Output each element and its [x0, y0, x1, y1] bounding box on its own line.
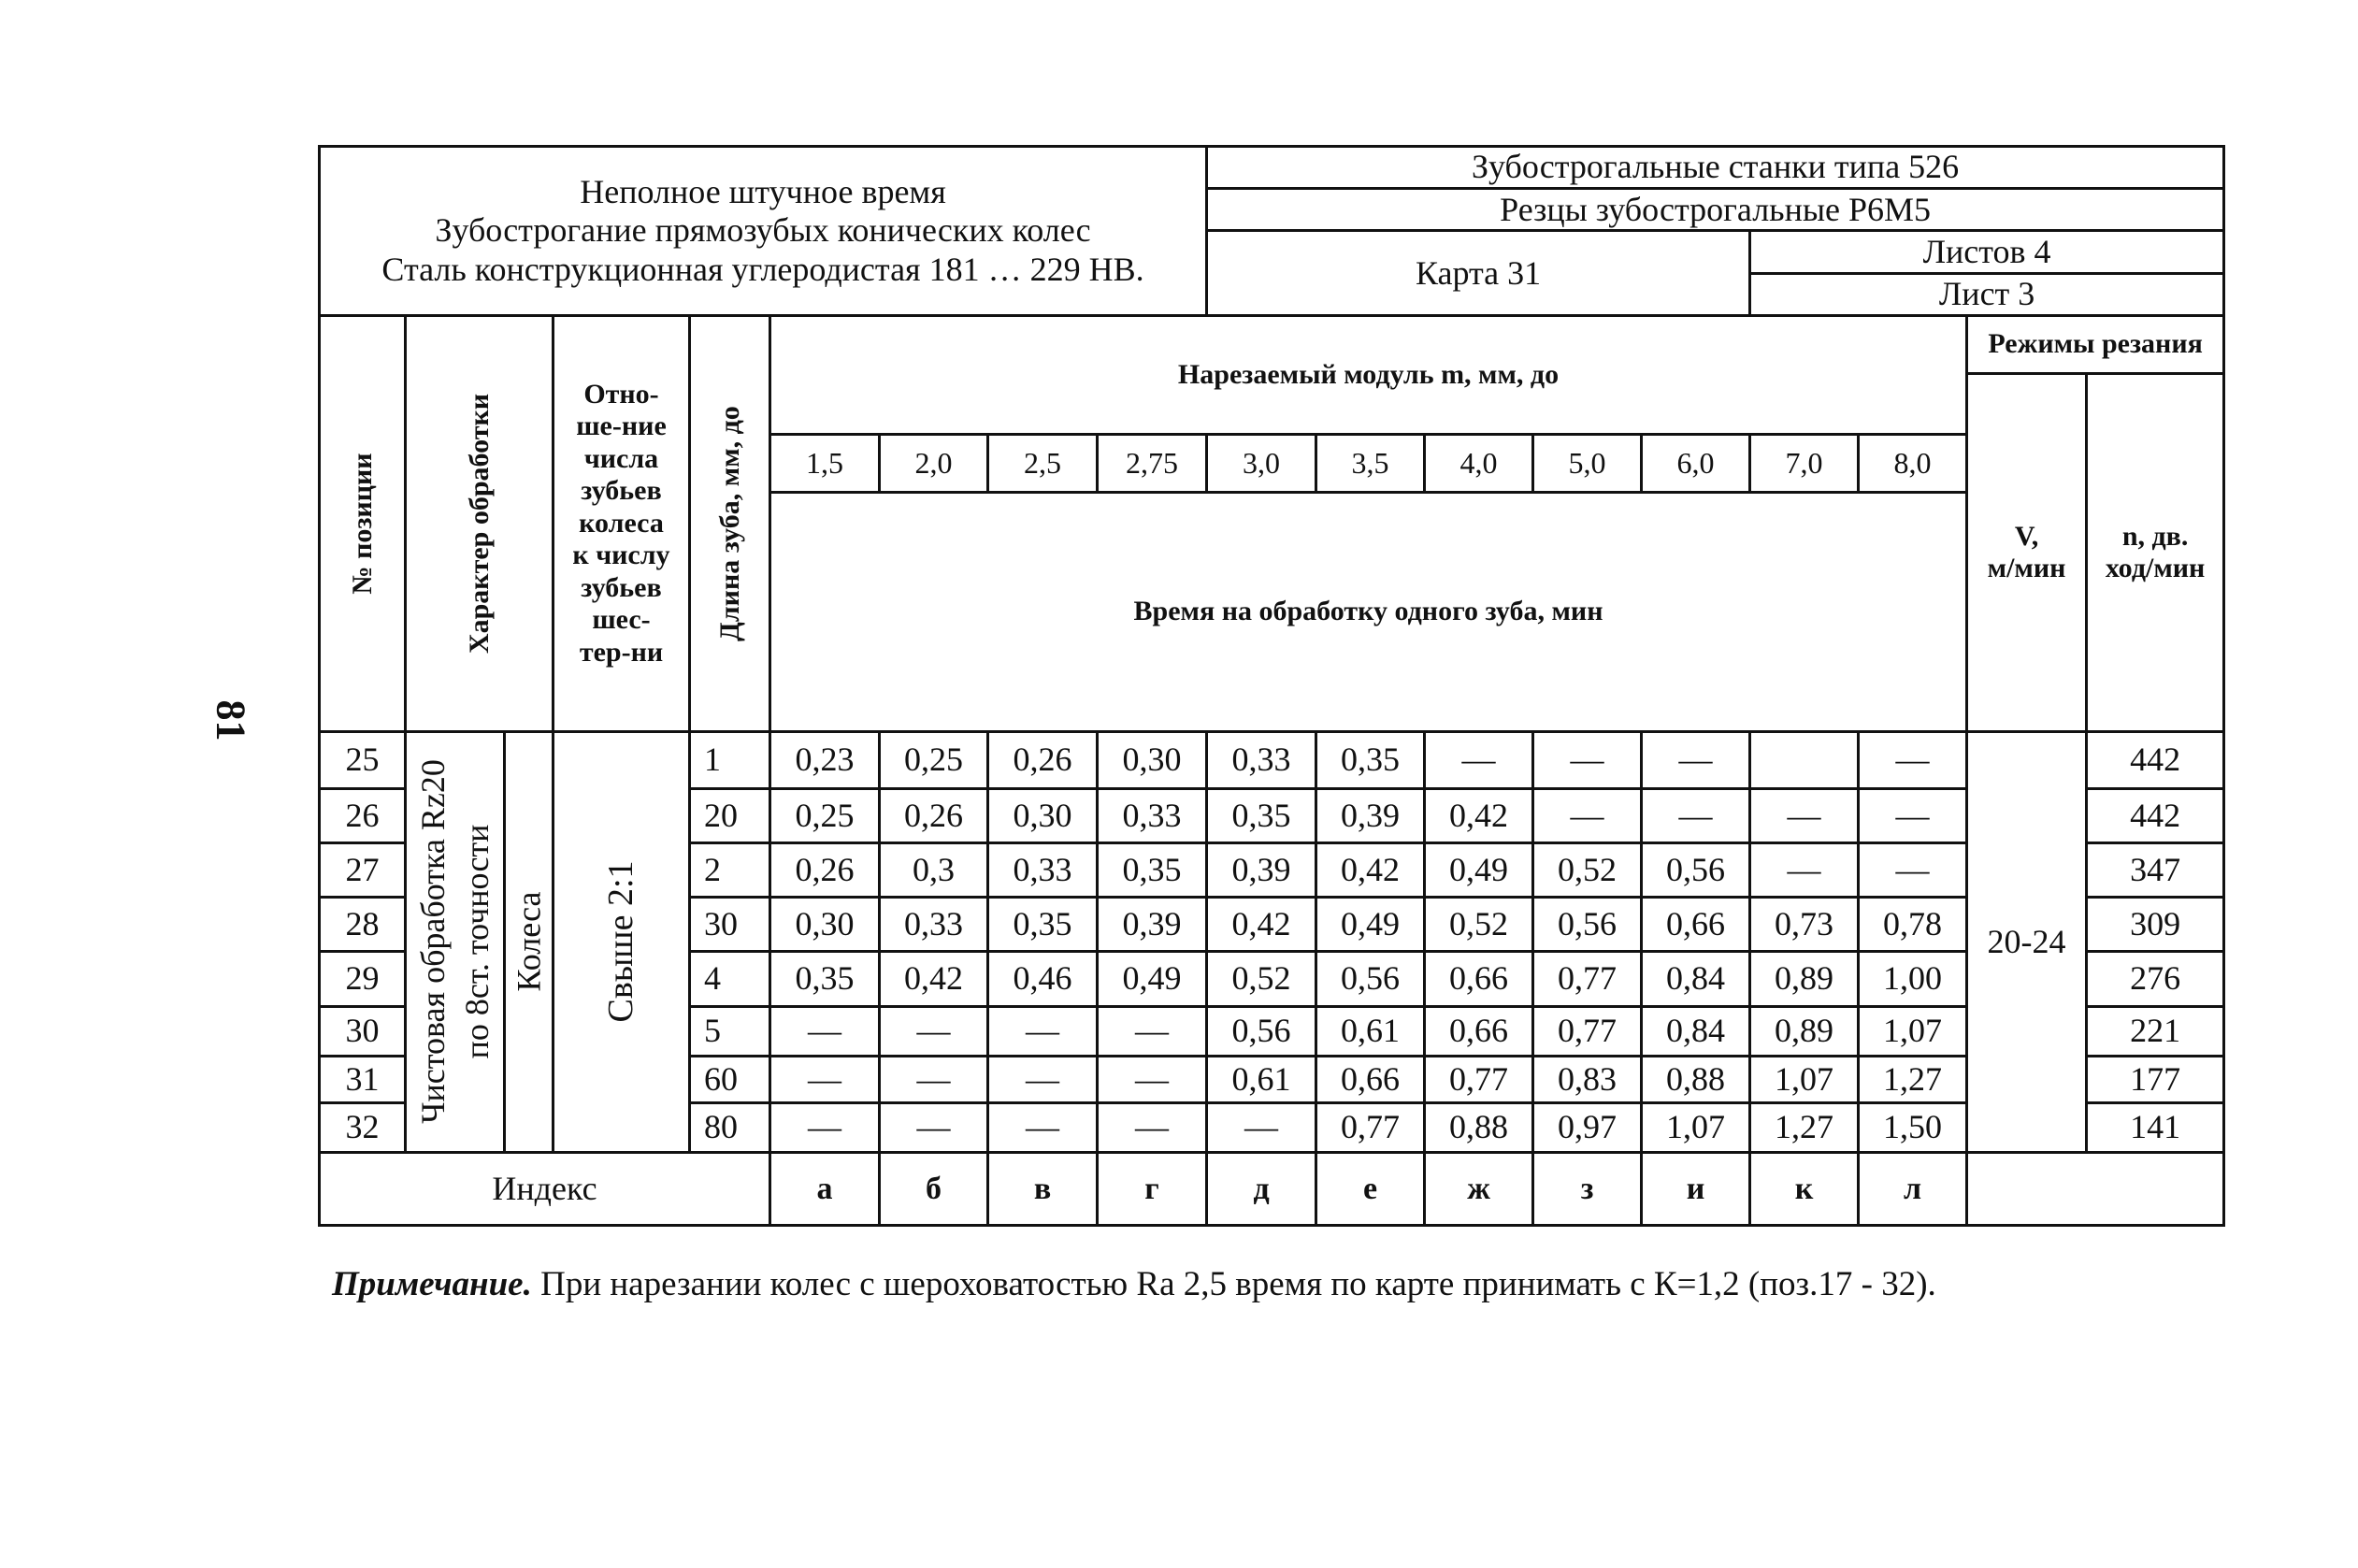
cutting-modes-header: Режимы резания	[1967, 315, 2224, 373]
time-cell: —	[1207, 1103, 1316, 1152]
time-cell: 0,66	[1316, 1057, 1425, 1103]
time-cell: —	[1859, 788, 1967, 842]
time-cell: 0,49	[1316, 898, 1425, 952]
time-cell: 0,49	[1425, 842, 1533, 897]
tooth-length-cell: 2	[690, 842, 770, 897]
position-cell: 29	[320, 952, 406, 1006]
time-cell: 0,42	[1425, 788, 1533, 842]
col-position: № позиции	[320, 315, 406, 731]
position-cell: 30	[320, 1006, 406, 1056]
time-cell: 0,30	[988, 788, 1098, 842]
time-cell: 0,46	[988, 952, 1098, 1006]
tooth-length-cell: 80	[690, 1103, 770, 1152]
title-line-3: Сталь конструкционная углеродистая 181 … 229 НВ.	[381, 250, 1144, 288]
time-cell: 0,26	[988, 732, 1098, 788]
time-cell: —	[1098, 1103, 1207, 1152]
time-cell: 0,56	[1207, 1006, 1316, 1056]
time-cell: 0,84	[1642, 1006, 1750, 1056]
time-cell: 0,35	[1098, 842, 1207, 897]
time-cell: 1,50	[1859, 1103, 1967, 1152]
time-cell: 0,66	[1425, 1006, 1533, 1056]
time-cell: 1,07	[1750, 1057, 1859, 1103]
title-line-2: Зубострогание прямозубых конических колес	[435, 211, 1091, 250]
time-cell: 0,30	[770, 898, 880, 952]
time-cell: 1,07	[1642, 1103, 1750, 1152]
page-number: 81	[208, 699, 254, 741]
speed-value-cell: 20-24	[1967, 732, 2087, 1152]
index-letter: л	[1859, 1152, 1967, 1225]
strokes-cell: 442	[2087, 788, 2224, 842]
time-cell: 0,39	[1316, 788, 1425, 842]
time-cell: 0,66	[1425, 952, 1533, 1006]
time-cell: 0,56	[1316, 952, 1425, 1006]
module-value: 8,0	[1859, 434, 1967, 492]
strokes-cell: 177	[2087, 1057, 2224, 1103]
time-cell: 0,26	[880, 788, 988, 842]
card-number: Карта 31	[1207, 231, 1750, 315]
position-cell: 25	[320, 732, 406, 788]
time-cell: —	[1642, 788, 1750, 842]
position-cell: 32	[320, 1103, 406, 1152]
module-header: Нарезаемый модуль m, мм, до	[770, 315, 1967, 434]
time-cell: —	[880, 1057, 988, 1103]
target-cell	[505, 732, 554, 1152]
strokes-cell: 309	[2087, 898, 2224, 952]
time-cell: 0,56	[1642, 842, 1750, 897]
module-value: 3,0	[1207, 434, 1316, 492]
time-cell: —	[988, 1103, 1098, 1152]
module-value: 5,0	[1533, 434, 1642, 492]
time-cell: 0,42	[1316, 842, 1425, 897]
time-cell: 0,33	[880, 898, 988, 952]
time-cell: 0,30	[1098, 732, 1207, 788]
time-cell: —	[1533, 788, 1642, 842]
time-cell: 0,35	[1316, 732, 1425, 788]
tooth-length-cell: 4	[690, 952, 770, 1006]
strokes-cell: 442	[2087, 732, 2224, 788]
title-line-1: Неполное штучное время	[580, 172, 946, 210]
time-cell: —	[1750, 842, 1859, 897]
time-cell: 1,07	[1859, 1006, 1967, 1056]
time-cell: 1,00	[1859, 952, 1967, 1006]
character-line-2: по 8ст. точности	[457, 824, 496, 1059]
time-cell: —	[1859, 732, 1967, 788]
time-cell: 0,39	[1098, 898, 1207, 952]
time-cell: —	[1098, 1057, 1207, 1103]
position-cell: 31	[320, 1057, 406, 1103]
col-speed-v: V, м/мин	[1967, 374, 2087, 732]
footnote	[332, 1264, 1936, 1304]
module-value: 2,5	[988, 434, 1098, 492]
col-tooth-length: Длина зуба, мм, до	[690, 315, 770, 731]
sheets-total: Листов 4	[1750, 231, 2224, 273]
time-cell: —	[1859, 842, 1967, 897]
time-cell: 0,25	[770, 788, 880, 842]
index-letter: з	[1533, 1152, 1642, 1225]
position-cell: 26	[320, 788, 406, 842]
module-value: 7,0	[1750, 434, 1859, 492]
time-cell: 1,27	[1750, 1103, 1859, 1152]
position-cell: 28	[320, 898, 406, 952]
strokes-cell: 347	[2087, 842, 2224, 897]
module-value: 2,75	[1098, 434, 1207, 492]
time-cell: —	[1425, 732, 1533, 788]
module-value: 6,0	[1642, 434, 1750, 492]
note-label: Примечание.	[332, 1265, 532, 1303]
time-cell: —	[988, 1057, 1098, 1103]
data-rows	[320, 732, 2224, 1152]
ratio-cell	[554, 732, 690, 1152]
sheet-number: Лист 3	[1750, 273, 2224, 315]
time-cell: 0,33	[1098, 788, 1207, 842]
col-ratio: Отно- ше-ние числа зубьев колеса к числу зубьев шес- тер-ни	[554, 315, 690, 731]
time-cell: 0,78	[1859, 898, 1967, 952]
time-cell: 0,49	[1098, 952, 1207, 1006]
ratio-value: Свыше 2:1	[600, 860, 640, 1023]
time-cell: 0,89	[1750, 1006, 1859, 1056]
module-value: 1,5	[770, 434, 880, 492]
time-cell: —	[988, 1006, 1098, 1056]
time-cell: 0,88	[1425, 1103, 1533, 1152]
tooth-length-cell: 5	[690, 1006, 770, 1056]
index-letter: е	[1316, 1152, 1425, 1225]
tooth-length-cell: 60	[690, 1057, 770, 1103]
time-cell: —	[1642, 732, 1750, 788]
col-character: Характер обработки	[406, 315, 554, 731]
index-letter: д	[1207, 1152, 1316, 1225]
module-value: 4,0	[1425, 434, 1533, 492]
index-empty	[1967, 1152, 2224, 1225]
position-cell: 27	[320, 842, 406, 897]
time-cell: —	[770, 1006, 880, 1056]
time-cell: 0,25	[880, 732, 988, 788]
cutter-type: Резцы зубострогальные Р6М5	[1207, 189, 2224, 231]
index-letter: б	[880, 1152, 988, 1225]
col-strokes-n: n, дв. ход/мин	[2087, 374, 2224, 732]
time-cell: 0,42	[1207, 898, 1316, 952]
time-cell: 0,56	[1533, 898, 1642, 952]
time-cell: 0,77	[1533, 1006, 1642, 1056]
tooth-length-cell: 20	[690, 788, 770, 842]
time-cell: —	[1098, 1006, 1207, 1056]
time-cell: —	[880, 1006, 988, 1056]
time-cell	[1750, 732, 1859, 788]
module-value: 2,0	[880, 434, 988, 492]
time-cell: 0,23	[770, 732, 880, 788]
time-cell: 0,33	[988, 842, 1098, 897]
index-letter: ж	[1425, 1152, 1533, 1225]
strokes-cell: 221	[2087, 1006, 2224, 1056]
target-label: Колеса	[509, 891, 547, 992]
index-letter: к	[1750, 1152, 1859, 1225]
time-cell: —	[770, 1057, 880, 1103]
norm-card-table	[318, 145, 2225, 1227]
time-cell: 0,35	[1207, 788, 1316, 842]
tooth-length-cell: 30	[690, 898, 770, 952]
time-cell: —	[880, 1103, 988, 1152]
time-cell: —	[770, 1103, 880, 1152]
module-value: 3,5	[1316, 434, 1425, 492]
character-cell	[406, 732, 505, 1152]
card-title	[320, 147, 1207, 316]
time-cell: —	[1750, 788, 1859, 842]
time-cell: —	[1533, 732, 1642, 788]
time-cell: 0,66	[1642, 898, 1750, 952]
time-cell: 0,26	[770, 842, 880, 897]
character-line-1: Чистовая обработка Rz20	[413, 759, 452, 1125]
time-cell: 0,52	[1533, 842, 1642, 897]
strokes-cell: 141	[2087, 1103, 2224, 1152]
time-cell: 0,77	[1425, 1057, 1533, 1103]
time-cell: 0,84	[1642, 952, 1750, 1006]
time-cell: 0,61	[1316, 1006, 1425, 1056]
time-header: Время на обработку одного зуба, мин	[770, 492, 1967, 731]
time-cell: 0,52	[1207, 952, 1316, 1006]
time-cell: 0,83	[1533, 1057, 1642, 1103]
tooth-length-cell: 1	[690, 732, 770, 788]
index-letter: г	[1098, 1152, 1207, 1225]
time-cell: 0,33	[1207, 732, 1316, 788]
index-letter: в	[988, 1152, 1098, 1225]
time-cell: 0,42	[880, 952, 988, 1006]
time-cell: 0,77	[1533, 952, 1642, 1006]
time-cell: 1,27	[1859, 1057, 1967, 1103]
time-cell: 0,3	[880, 842, 988, 897]
time-cell: 0,61	[1207, 1057, 1316, 1103]
note-text: При нарезании колес с шероховатостью Ra 2,5 время по карте принимать с К=1,2 (поз.17 - 32).	[531, 1265, 1936, 1303]
time-cell: 0,52	[1425, 898, 1533, 952]
index-label: Индекс	[320, 1152, 770, 1225]
time-cell: 0,35	[988, 898, 1098, 952]
time-cell: 0,97	[1533, 1103, 1642, 1152]
table-row	[320, 732, 2224, 788]
time-cell: 0,35	[770, 952, 880, 1006]
time-cell: 0,77	[1316, 1103, 1425, 1152]
strokes-cell: 276	[2087, 952, 2224, 1006]
time-cell: 0,89	[1750, 952, 1859, 1006]
time-cell: 0,88	[1642, 1057, 1750, 1103]
machine-type: Зубострогальные станки типа 526	[1207, 147, 2224, 189]
index-letter: и	[1642, 1152, 1750, 1225]
time-cell: 0,73	[1750, 898, 1859, 952]
index-letter: а	[770, 1152, 880, 1225]
time-cell: 0,39	[1207, 842, 1316, 897]
